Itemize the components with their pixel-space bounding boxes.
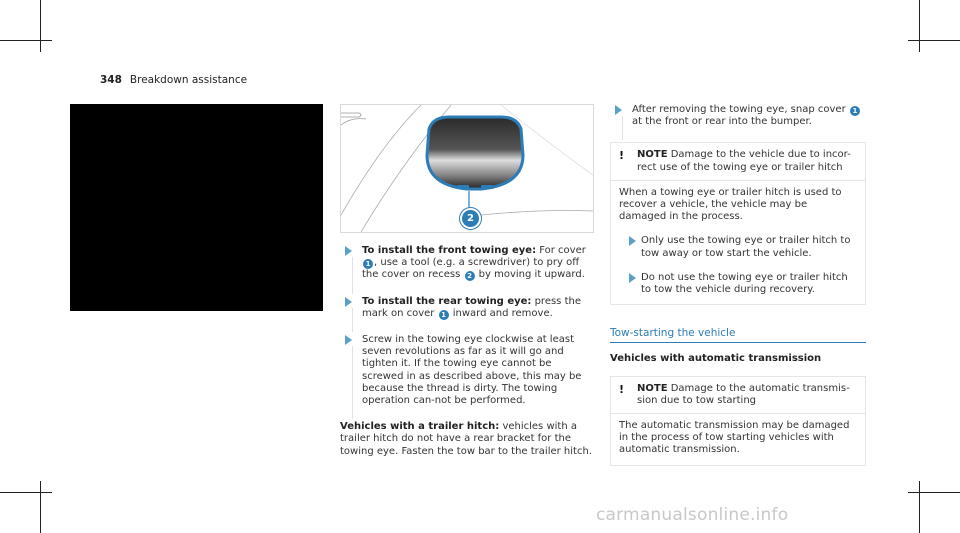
crop-mark xyxy=(919,481,920,533)
left-column xyxy=(340,245,596,458)
trailer-hitch-paragraph: Vehicles with a trailer hitch: vehicles with a trailer hitch do not have a rear bracket for the towing eye. Fasten the tow bar to the trailer hitch. xyxy=(340,421,592,457)
crop-mark xyxy=(0,492,52,493)
step-arrow-icon xyxy=(615,105,622,115)
page-header xyxy=(100,74,247,86)
section-title: Tow-starting the vehicle xyxy=(610,327,866,343)
note-body: The automatic transmission may be damaged in the process of tow starting vehicles with automatic transmission. xyxy=(619,420,850,456)
callout-2: 2 xyxy=(465,271,475,281)
step-screw-in: Screw in the towing eye clockwise at least seven revolutions as far as it will go and tighten it. If the towing eye cannot be screwed in as described above, this may be because the thread is dirty. The towing operation can-not be performed. xyxy=(340,334,596,407)
step-front-towing-eye: To install the front towing eye: For cover 1 , use a tool (e.g. a screwdriver) to pry off the cover on recess 2 by moving it upward. xyxy=(340,245,596,282)
warning-icon: ! xyxy=(619,382,625,396)
page-number: 348 xyxy=(100,74,122,86)
note-step: Do not use the towing eye or trailer hitch to tow the vehicle during recovery. xyxy=(619,272,857,296)
callout-2: 2 xyxy=(460,208,481,229)
crop-mark xyxy=(40,0,41,52)
towing-eye-cover-illustration xyxy=(340,104,594,233)
warning-icon: ! xyxy=(619,149,625,163)
crop-mark xyxy=(919,0,920,52)
step-arrow-icon xyxy=(629,273,636,283)
image-placeholder xyxy=(70,104,323,311)
crop-mark xyxy=(0,40,52,41)
note-transmission-damage: ! NOTE Damage to the automatic transmis-sion due to tow starting The automatic transmission may be damaged in the process of tow starting vehicles with automatic transmission. xyxy=(610,376,866,466)
note-towing-damage: ! NOTE Damage to the vehicle due to incor-rect use of the towing eye or trailer hitch When a towing eye or trailer hitch is used to recover a vehicle, the vehicle may be damaged in the process. Only use the towing eye or trailer hitch to tow away or tow start the vehicle. Do not use the towing eye or trailer hitch to tow the vehicle during recovery. xyxy=(610,142,866,305)
callout-1: 1 xyxy=(363,259,373,269)
subsection-title: Vehicles with automatic transmission xyxy=(610,353,822,365)
note-body: When a towing eye or trailer hitch is used to recover a vehicle, the vehicle may be damaged in the process. xyxy=(619,186,842,223)
callout-1: 1 xyxy=(439,310,449,320)
step-arrow-icon xyxy=(345,246,352,256)
note-step: Only use the towing eye or trailer hitch to tow away or tow start the vehicle. xyxy=(619,235,857,259)
step-arrow-icon xyxy=(345,297,352,307)
right-column xyxy=(610,104,866,466)
watermark: carmanualsonline.info xyxy=(596,505,789,525)
crop-mark xyxy=(908,492,960,493)
callout-1: 1 xyxy=(850,106,860,116)
step-snap-cover: After removing the towing eye, snap cover 1 at the front or rear into the bumper. xyxy=(610,104,866,128)
step-rear-towing-eye: To install the rear towing eye: press the mark on cover 1 inward and remove. xyxy=(340,296,596,320)
crop-mark xyxy=(908,40,960,41)
page-title: Breakdown assistance xyxy=(129,74,248,86)
step-arrow-icon xyxy=(629,236,636,246)
step-arrow-icon xyxy=(345,335,352,345)
crop-mark xyxy=(40,481,41,533)
